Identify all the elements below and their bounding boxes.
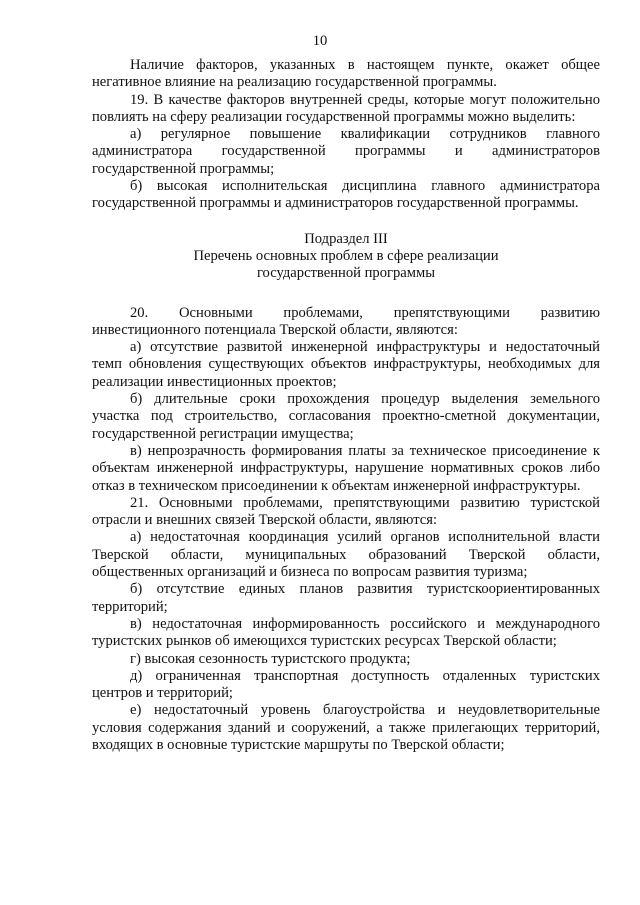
paragraph: Наличие факторов, указанных в настоящем пункте, окажет общее негативное влияние на реализацию государственной программы. [92, 57, 600, 91]
page-number: 10 [312, 33, 328, 49]
paragraph: в) недостаточная информированность российского и международного туристских рынков об имеющихся туристских ресурсах Тверской области; [92, 615, 600, 650]
paragraph: 21. Основными проблемами, препятствующими развитию туристской отрасли и внешних связей Тверской области, являются: [92, 494, 600, 529]
paragraph: 19. В качестве факторов внутренней среды, которые могут положительно повлиять на сферу реализации государственной программы можно выделить: [92, 91, 600, 125]
paragraph: б) длительные сроки прохождения процедур выделения земельного участка под строительство, согласования проектно-сметной документации, государственной регистрации имущества; [92, 391, 600, 442]
paragraph: б) высокая исполнительская дисциплина главного администратора государственной программы и администраторов государственной программы. [92, 178, 600, 212]
document-body [92, 57, 600, 754]
section-title-line-2: государственной программы [256, 265, 436, 282]
paragraph: е) недостаточный уровень благоустройства и неудовлетворительные условия содержания зданий и сооружений, а также прилегающих территорий, входящих в основные туристские маршруты по Тверской области; [92, 702, 600, 753]
paragraph: а) регулярное повышение квалификации сотрудников главного администратора государственной программы и администраторов государственной программы; [92, 126, 600, 177]
spacer [92, 283, 600, 305]
paragraph: в) непрозрачность формирования платы за техническое присоединение к объектам инженерной инфраструктуры, нарушение нормативных сроков либо отказ в техническом присоединении к объектам инженерной инфраструктуры. [92, 442, 600, 494]
paragraph: 20. Основными проблемами, препятствующими развитию инвестиционного потенциала Тверской области, являются: [92, 304, 600, 338]
paragraph: б) отсутствие единых планов развития туристскоориентированных территорий; [92, 581, 600, 615]
paragraph: а) недостаточная координация усилий органов исполнительной власти Тверской области, муниципальных образований Тверской области, общественных организаций и бизнеса по вопросам развития туризма; [92, 529, 600, 581]
paragraph: г) высокая сезонность туристского продукта; [130, 650, 411, 667]
spacer [92, 213, 600, 231]
section-label: Подраздел III [304, 230, 388, 247]
paragraph: а) отсутствие развитой инженерной инфраструктуры и недостаточный темп обновления существующих объектов инфраструктуры, необходимых для реализации инвестиционных проектов; [92, 339, 600, 390]
section-title-line-1: Перечень основных проблем в сфере реализации [193, 247, 499, 264]
paragraph: д) ограниченная транспортная доступность отдаленных туристских центров и территорий; [92, 667, 600, 702]
